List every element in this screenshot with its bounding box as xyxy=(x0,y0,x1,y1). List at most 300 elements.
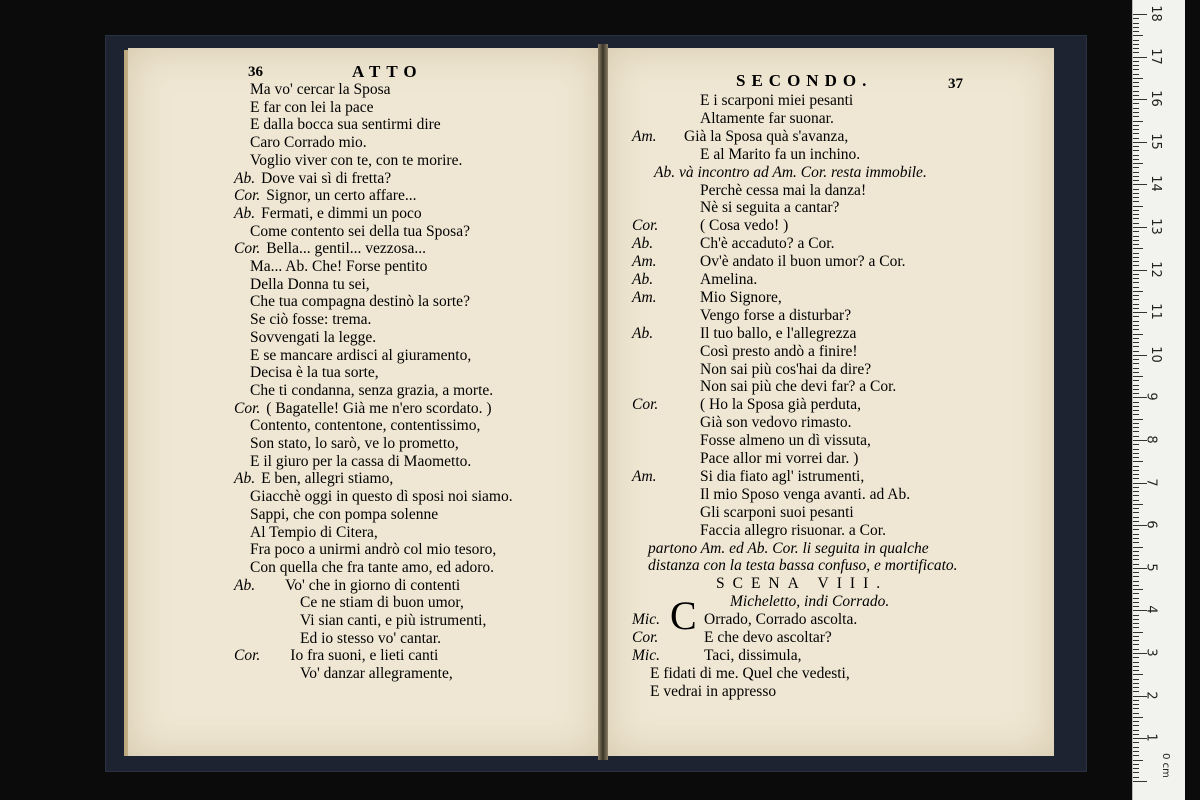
line-text: Signor, un certo affare... xyxy=(266,187,417,205)
ruler-tick xyxy=(1133,755,1139,756)
ruler-tick xyxy=(1133,18,1139,19)
ruler-tick xyxy=(1133,355,1147,356)
line-text: Il mio Sposo venga avanti. ad Ab. xyxy=(700,485,911,503)
line-text: Altamente far suonar. xyxy=(700,109,834,127)
ruler-tick xyxy=(1133,521,1139,522)
ruler-tick xyxy=(1133,627,1139,628)
ruler-tick xyxy=(1133,334,1143,335)
ruler-tick xyxy=(1133,747,1139,748)
speaker-label: Ab. xyxy=(632,324,654,342)
speaker-label: Cor. xyxy=(632,629,659,646)
line-text: Se ciò fosse: trema. xyxy=(250,311,372,329)
text-line xyxy=(234,205,422,222)
text-line xyxy=(250,364,379,381)
text-line xyxy=(650,683,776,700)
ruler-tick xyxy=(1133,214,1139,215)
text-line xyxy=(730,593,889,610)
ruler-tick xyxy=(1133,227,1147,228)
ruler-tick xyxy=(1133,504,1143,505)
text-line xyxy=(250,382,493,399)
ruler-number: 12 xyxy=(1147,260,1163,278)
line-text: Già son vedovo rimasto. xyxy=(700,414,852,432)
line-text: Ab. và incontro ad Am. Cor. resta immobile. xyxy=(654,163,927,181)
text-line xyxy=(700,146,860,163)
ruler-tick xyxy=(1133,414,1139,415)
line-text: Ce ne stiam di buon umor, xyxy=(300,594,464,612)
ruler-tick xyxy=(1133,632,1143,633)
ruler-tick xyxy=(1133,529,1139,530)
ruler-tick xyxy=(1133,657,1139,658)
ruler-tick xyxy=(1133,721,1139,722)
ruler-tick xyxy=(1133,359,1139,360)
ruler-tick xyxy=(1133,666,1139,667)
text-line xyxy=(300,594,464,611)
ruler-tick xyxy=(1133,564,1139,565)
ruler-tick xyxy=(1133,82,1139,83)
ruler-tick xyxy=(1133,270,1147,271)
left-page-number: 36 xyxy=(248,64,263,80)
ruler-tick xyxy=(1133,240,1139,241)
ruler-tick xyxy=(1133,231,1139,232)
ruler-tick xyxy=(1133,14,1147,15)
line-text: SCENA VIII. xyxy=(716,575,889,593)
ruler-tick xyxy=(1133,474,1139,475)
ruler-tick xyxy=(1133,65,1139,66)
speaker-label: Am. xyxy=(632,253,657,271)
text-line xyxy=(632,217,788,234)
ruler-tick xyxy=(1133,368,1139,369)
text-line xyxy=(700,432,871,449)
ruler-tick xyxy=(1133,112,1139,113)
text-line xyxy=(250,258,427,275)
text-line xyxy=(250,293,470,310)
ruler-tick xyxy=(1133,619,1139,620)
ruler-number: 4 xyxy=(1143,605,1159,615)
ruler-tick xyxy=(1133,717,1143,718)
line-text: Al Tempio di Citera, xyxy=(250,523,378,541)
ruler-tick xyxy=(1133,248,1143,249)
line-text: E ben, allegri stiamo, xyxy=(261,470,394,488)
ruler-tick xyxy=(1133,649,1139,650)
text-line xyxy=(700,450,858,467)
ruler-tick xyxy=(1133,236,1139,237)
text-line xyxy=(700,522,886,539)
ruler-tick xyxy=(1133,308,1139,309)
line-text: Mio Signore, xyxy=(700,288,782,306)
line-text: E vedrai in appresso xyxy=(650,682,777,700)
ruler-tick xyxy=(1133,142,1147,143)
ruler-tick xyxy=(1133,576,1139,577)
line-text: Vi sian canti, e più istrumenti, xyxy=(300,612,487,629)
text-line xyxy=(250,524,378,541)
ruler-tick xyxy=(1133,325,1139,326)
ruler-tick xyxy=(1133,299,1139,300)
ruler-tick xyxy=(1133,257,1139,258)
line-text: Nè si seguita a cantar? xyxy=(700,199,840,217)
ruler-tick xyxy=(1133,35,1143,36)
text-line xyxy=(234,470,393,487)
ruler-tick xyxy=(1133,534,1139,535)
ruler-tick xyxy=(1133,559,1139,560)
text-line xyxy=(632,647,802,664)
ruler-tick xyxy=(1133,146,1139,147)
line-text: Con quella che fra tante amo, ed adoro. xyxy=(250,558,495,576)
line-text: Ov'è andato il buon umor? a Cor. xyxy=(700,253,906,271)
line-text: Sovvengati la legge. xyxy=(250,328,377,346)
line-text: Caro Corrado mio. xyxy=(250,134,367,152)
measurement-ruler xyxy=(1132,0,1185,800)
text-line xyxy=(700,504,854,521)
line-text: Ma vo' cercar la Sposa xyxy=(250,81,391,98)
ruler-number: 6 xyxy=(1143,520,1159,529)
line-text: E se mancare ardisci al giuramento, xyxy=(250,346,472,364)
text-line xyxy=(700,307,851,324)
ruler-tick xyxy=(1133,517,1139,518)
ruler-tick xyxy=(1133,555,1139,556)
ruler-number: 16 xyxy=(1147,90,1163,107)
line-text: Voglio viver con te, con te morire. xyxy=(250,151,463,169)
line-text: ( Bagatelle! Già me n'ero scordato. ) xyxy=(266,399,492,417)
text-line xyxy=(250,347,471,364)
text-line xyxy=(632,271,757,288)
line-text: Dove vai sì di fretta? xyxy=(261,169,392,187)
ruler-tick xyxy=(1133,304,1139,305)
ruler-tick xyxy=(1133,44,1139,45)
ruler-tick xyxy=(1133,244,1139,245)
line-text: Vengo forse a disturbar? xyxy=(700,306,852,324)
ruler-tick xyxy=(1133,742,1139,743)
ruler-tick xyxy=(1133,155,1139,156)
ruler-tick xyxy=(1133,500,1139,501)
line-text: Io fra suoni, e lieti canti xyxy=(290,647,439,665)
dropcap-letter: C xyxy=(670,593,697,638)
ruler-number: 18 xyxy=(1147,5,1163,22)
ruler-tick xyxy=(1133,150,1139,151)
ruler-tick xyxy=(1133,453,1139,454)
speaker-label: Am. xyxy=(632,127,657,145)
ruler-tick xyxy=(1133,662,1139,663)
ruler-tick xyxy=(1133,436,1139,437)
speaker-label: Mic. xyxy=(632,611,660,629)
ruler-tick xyxy=(1133,644,1139,645)
ruler-tick xyxy=(1133,218,1139,219)
line-text: Così presto andò a finire! xyxy=(700,342,858,360)
text-line xyxy=(234,240,426,257)
ruler-tick xyxy=(1133,777,1139,778)
text-line xyxy=(632,611,857,628)
text-line xyxy=(250,116,441,133)
ruler-number: 3 xyxy=(1143,648,1159,657)
text-line xyxy=(700,343,858,360)
ruler-tick xyxy=(1133,172,1139,173)
text-line xyxy=(648,540,929,557)
line-text: Son stato, lo sarò, ve lo prometto, xyxy=(250,435,459,452)
line-text: Giacchè oggi in questo dì sposi noi siamo. xyxy=(250,488,513,506)
text-line xyxy=(700,378,896,395)
ruler-tick xyxy=(1133,636,1139,637)
ruler-tick xyxy=(1133,78,1143,79)
ruler-tick xyxy=(1133,201,1139,202)
ruler-number: 5 xyxy=(1143,563,1159,572)
ruler-tick xyxy=(1133,593,1139,594)
ruler-tick xyxy=(1133,223,1139,224)
left-page-header: ATTO xyxy=(352,62,423,81)
line-text: Che tua compagna destinò la sorte? xyxy=(250,293,470,311)
ruler-tick xyxy=(1133,423,1139,424)
text-line xyxy=(250,311,371,328)
text-line xyxy=(234,577,460,594)
text-line xyxy=(632,325,856,342)
line-text: Ed io stesso vo' cantar. xyxy=(300,629,441,647)
text-line xyxy=(250,81,391,98)
line-text: Faccia allegro risuonar. a Cor. xyxy=(700,521,886,539)
line-text: distanza con la testa bassa confuso, e mortificato. xyxy=(648,557,958,575)
line-text: E fidati di me. Quel che vedesti, xyxy=(650,664,850,682)
ruler-tick xyxy=(1133,376,1143,377)
line-text: Taci, dissimula, xyxy=(704,646,802,664)
ruler-tick xyxy=(1133,321,1139,322)
line-text: Bella... gentil... vezzosa... xyxy=(266,240,426,258)
line-text: Sappi, che con pompa solenne xyxy=(250,505,439,523)
speaker-label: Cor. xyxy=(632,217,659,235)
ruler-tick xyxy=(1133,508,1139,509)
ruler-tick xyxy=(1133,40,1139,41)
speaker-label: Ab. xyxy=(632,271,654,288)
ruler-tick xyxy=(1133,781,1147,782)
ruler-tick xyxy=(1133,27,1139,28)
ruler-tick xyxy=(1133,547,1143,548)
ruler-tick xyxy=(1133,52,1139,53)
ruler-tick xyxy=(1133,466,1139,467)
text-line xyxy=(300,612,486,629)
text-line xyxy=(250,541,496,558)
text-line xyxy=(632,128,848,145)
ruler-tick xyxy=(1133,683,1139,684)
speaker-label: Ab. xyxy=(632,235,654,253)
ruler-tick xyxy=(1133,380,1139,381)
ruler-number: 15 xyxy=(1147,133,1163,150)
text-line xyxy=(650,665,850,682)
text-line xyxy=(250,559,494,576)
ruler-tick xyxy=(1133,48,1139,49)
ruler-tick xyxy=(1133,542,1139,543)
ruler-number: 11 xyxy=(1147,303,1163,320)
ruler-tick xyxy=(1133,91,1139,92)
ruler-tick xyxy=(1133,751,1139,752)
text-line xyxy=(654,164,927,181)
ruler-tick xyxy=(1133,495,1139,496)
ruler-tick xyxy=(1133,491,1139,492)
ruler-tick xyxy=(1133,598,1139,599)
line-text: Che ti condanna, senza grazia, a morte. xyxy=(250,381,494,399)
line-text: Come contento sei della tua Sposa? xyxy=(250,222,470,240)
line-text: Amelina. xyxy=(700,271,758,288)
speaker-label: Ab. xyxy=(234,169,256,187)
ruler-tick xyxy=(1133,606,1139,607)
line-text: Fosse almeno un dì vissuta, xyxy=(700,432,871,450)
ruler-number: 17 xyxy=(1147,47,1163,65)
ruler-tick xyxy=(1133,167,1139,168)
ruler-tick xyxy=(1133,138,1139,139)
ruler-tick xyxy=(1133,512,1139,513)
ruler-tick xyxy=(1133,768,1139,769)
text-line xyxy=(234,187,416,204)
ruler-tick xyxy=(1133,95,1139,96)
ruler-tick xyxy=(1133,487,1139,488)
ruler-tick xyxy=(1133,772,1139,773)
text-line xyxy=(250,276,370,293)
text-line xyxy=(234,170,391,187)
speaker-label: Cor. xyxy=(234,187,261,205)
ruler-tick xyxy=(1133,670,1139,671)
ruler-tick xyxy=(1133,389,1139,390)
text-line xyxy=(700,486,910,503)
ruler-tick xyxy=(1133,86,1139,87)
line-text: Ma... Ab. Che! Forse pentito xyxy=(250,258,428,275)
ruler-tick xyxy=(1133,291,1143,292)
text-line xyxy=(648,557,958,574)
ruler-tick xyxy=(1133,700,1139,701)
ruler-tick xyxy=(1133,461,1143,462)
speaker-label: Am. xyxy=(632,467,657,485)
ruler-tick xyxy=(1133,31,1139,32)
text-line xyxy=(632,396,861,413)
ruler-tick xyxy=(1133,23,1139,24)
text-line xyxy=(700,199,839,216)
text-line xyxy=(250,506,438,523)
ruler-unit: 0 cm xyxy=(1159,753,1171,778)
ruler-tick xyxy=(1133,206,1143,207)
ruler-tick xyxy=(1133,103,1139,104)
text-line xyxy=(700,414,852,431)
text-line xyxy=(632,629,832,646)
ruler-tick xyxy=(1133,69,1139,70)
line-text: partono Am. ed Ab. Cor. li seguita in qualche xyxy=(648,539,929,557)
ruler-tick xyxy=(1133,121,1143,122)
ruler-tick xyxy=(1133,282,1139,283)
text-line xyxy=(632,253,906,270)
line-text: Non sai più che devi far? a Cor. xyxy=(700,378,897,396)
text-line xyxy=(632,289,782,306)
ruler-tick xyxy=(1133,385,1139,386)
text-line xyxy=(250,488,513,505)
line-text: Già la Sposa quà s'avanza, xyxy=(684,127,849,145)
line-text: ( Ho la Sposa già perduta, xyxy=(700,396,861,414)
ruler-tick xyxy=(1133,623,1139,624)
ruler-tick xyxy=(1133,760,1143,761)
text-line xyxy=(250,134,367,151)
text-line xyxy=(234,647,438,664)
ruler-tick xyxy=(1133,125,1139,126)
speaker-label: Am. xyxy=(632,288,657,306)
ruler-tick xyxy=(1133,316,1139,317)
ruler-number: 14 xyxy=(1147,175,1163,193)
ruler-tick xyxy=(1133,363,1139,364)
text-line xyxy=(250,453,471,470)
ruler-tick xyxy=(1133,116,1139,117)
ruler-number: 8 xyxy=(1143,435,1159,444)
line-text: Fermati, e dimmi un poco xyxy=(261,204,422,222)
ruler-tick xyxy=(1133,725,1139,726)
line-text: Non sai più cos'hai da dire? xyxy=(700,360,872,378)
text-line xyxy=(716,575,888,592)
ruler-tick xyxy=(1133,338,1139,339)
ruler-tick xyxy=(1133,57,1147,58)
ruler-tick xyxy=(1133,163,1143,164)
line-text: Vo' che in giorno di contenti xyxy=(285,576,461,594)
ruler-tick xyxy=(1133,708,1139,709)
ruler-tick xyxy=(1133,457,1139,458)
line-text: Orrado, Corrado ascolta. xyxy=(704,611,858,629)
ruler-tick xyxy=(1133,730,1139,731)
text-line xyxy=(632,468,864,485)
ruler-number: 1 xyxy=(1143,733,1159,742)
ruler-tick xyxy=(1133,538,1139,539)
ruler-tick xyxy=(1133,679,1139,680)
line-text: Perchè cessa mai la danza! xyxy=(700,181,867,199)
line-text: Della Donna tu sei, xyxy=(250,275,370,293)
ruler-tick xyxy=(1133,295,1139,296)
ruler-number: 9 xyxy=(1143,392,1159,402)
ruler-tick xyxy=(1133,129,1139,130)
ruler-tick xyxy=(1133,615,1139,616)
text-line xyxy=(250,99,374,116)
text-line xyxy=(300,665,453,682)
ruler-tick xyxy=(1133,99,1147,100)
ruler-tick xyxy=(1133,261,1139,262)
ruler-tick xyxy=(1133,419,1143,420)
line-text: Contento, contentone, contentissimo, xyxy=(250,417,481,435)
ruler-tick xyxy=(1133,674,1143,675)
ruler-tick xyxy=(1133,197,1139,198)
ruler-tick xyxy=(1133,287,1139,288)
right-page-number: 37 xyxy=(948,76,963,92)
ruler-tick xyxy=(1133,410,1139,411)
ruler-tick xyxy=(1133,346,1139,347)
text-line xyxy=(250,435,459,452)
ruler-tick xyxy=(1133,551,1139,552)
text-line xyxy=(234,400,492,417)
line-text: Gli scarponi suoi pesanti xyxy=(700,503,854,521)
ruler-tick xyxy=(1133,764,1139,765)
line-text: Ch'è accaduto? a Cor. xyxy=(700,235,835,253)
speaker-label: Ab. xyxy=(234,204,256,222)
ruler-tick xyxy=(1133,184,1147,185)
ruler-tick xyxy=(1133,449,1139,450)
right-page-header: SECONDO. xyxy=(736,71,873,90)
ruler-number: 2 xyxy=(1143,690,1159,700)
ruler-tick xyxy=(1133,278,1139,279)
ruler-tick xyxy=(1133,265,1139,266)
ruler-tick xyxy=(1133,581,1139,582)
ruler-tick xyxy=(1133,572,1139,573)
text-line xyxy=(250,152,462,169)
text-line xyxy=(700,92,853,109)
text-line xyxy=(300,630,441,647)
speaker-label: Ab. xyxy=(234,470,256,488)
ruler-tick xyxy=(1133,640,1139,641)
text-line xyxy=(250,223,470,240)
ruler-tick xyxy=(1133,210,1139,211)
ruler-tick xyxy=(1133,704,1139,705)
ruler-tick xyxy=(1133,193,1139,194)
ruler-tick xyxy=(1133,431,1139,432)
ruler-tick xyxy=(1133,312,1147,313)
line-text: E far con lei la pace xyxy=(250,98,374,116)
ruler-tick xyxy=(1133,274,1139,275)
text-line xyxy=(700,182,866,199)
text-line xyxy=(700,110,834,127)
